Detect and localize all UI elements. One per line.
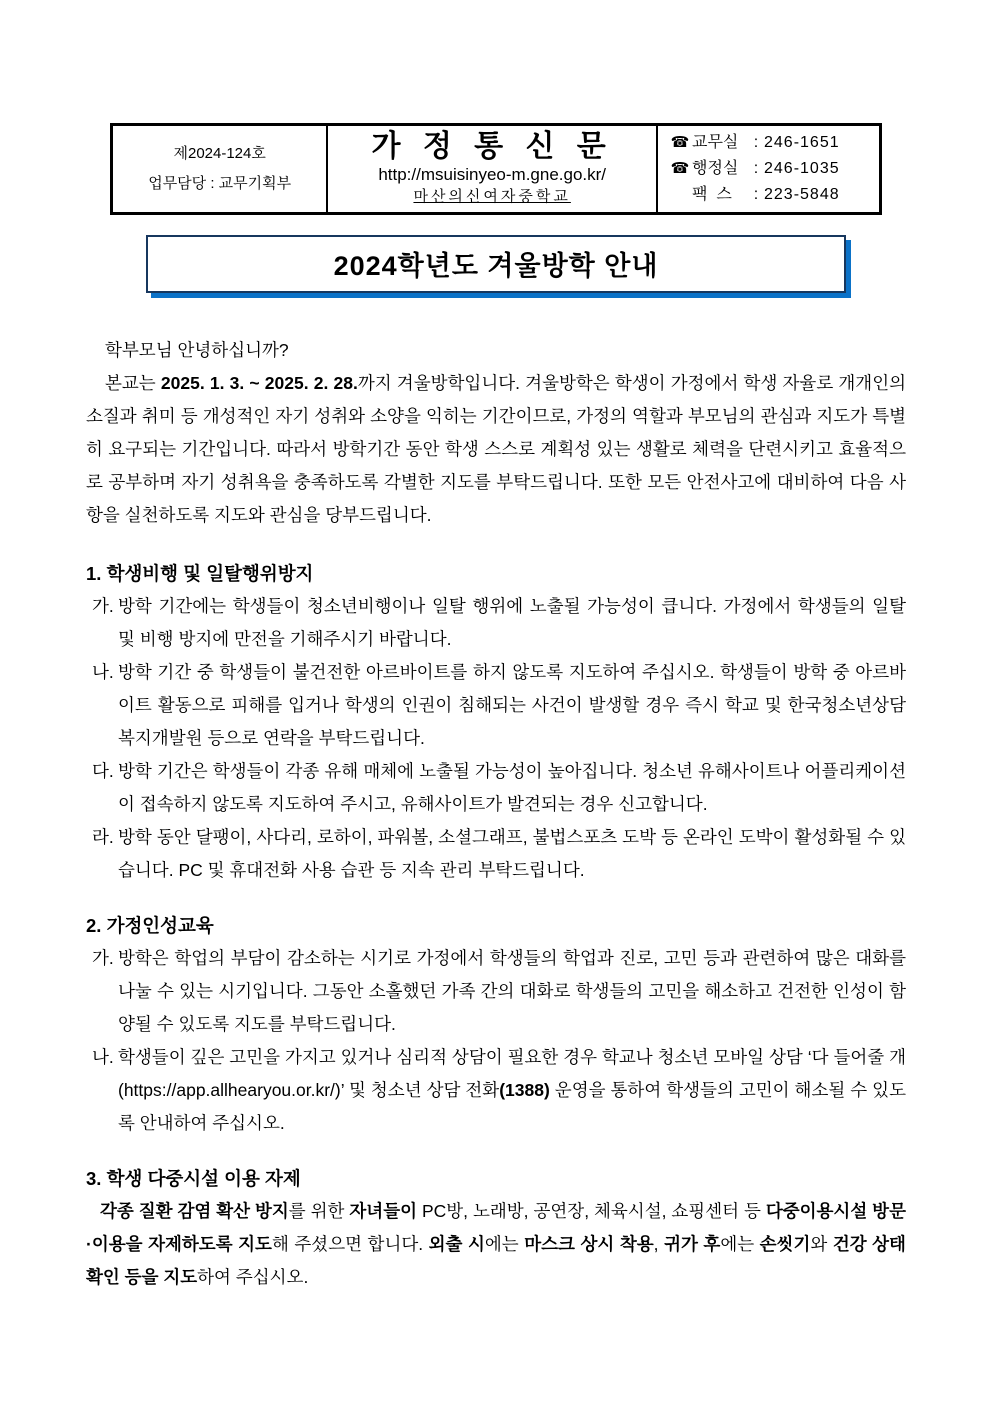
header-row <box>112 125 881 214</box>
school-name: 마산의신여자중학교 <box>413 187 571 205</box>
list-item <box>86 821 906 887</box>
intro-paragraph: 본교는 2025. 1. 3. ~ 2025. 2. 28.까지 겨울방학입니다. 겨울방학은 학생이 가정에서 학생 자율로 개개인의 소질과 취미 등 개성적인 자기 성취와 소양을 익히는 기간이므로, 가정의 역할과 부모님의 관심과 지도가 특별히 요구되는 기간입니다. 따라서 방학기간 동안 학생 스스로 계획성 있는 생활로 체력을 단련시키고 효율적으로 공부하며 자기 성취욕을 충족하도록 각별한 지도를 부탁드립니다. 또한 모든 안전사고에 대비하여 다음 사항을 실천하도록 지도와 관심을 당부드립니다. <box>86 373 907 525</box>
list-item <box>86 590 906 656</box>
item-text: 방학 기간에는 학생들이 청소년비행이나 일탈 행위에 노출될 가능성이 큽니다. 가정에서 학생들의 일탈 및 비행 방지에 만전을 기해주시기 바랍니다. <box>118 596 906 649</box>
item-text: 방학은 학업의 부담이 감소하는 시기로 가정에서 학생들의 학업과 진로, 고민 등과 관련하여 많은 대화를 나눌 수 있는 시기입니다. 그동안 소홀했던 가족 간의 대화로 학생들의 고민을 해소하고 건전한 인성이 함양될 수 있도록 지도를 부탁드립니다. <box>118 948 906 1034</box>
newsletter-title-cell <box>327 125 657 214</box>
contact-label: 교무실 <box>692 134 739 151</box>
item-label: 라. <box>92 827 114 847</box>
phone-icon: ☎ <box>670 134 690 151</box>
contact-separator: : <box>753 134 759 151</box>
item-text: 학생들이 깊은 고민을 가지고 있거나 심리적 상담이 필요한 경우 학교나 청소년 모바일 상담 ‘다 들어줄 개(https://app.allhearyou.or.kr/)’ 및 청소년 상담 전화(1388) 운영을 통하여 학생들의 고민이 해소될 수 있도록 안내하여 주십시오. <box>118 1047 906 1133</box>
contact-label: 행정실 <box>692 160 739 177</box>
list-item <box>86 1041 906 1140</box>
doc-number-cell <box>112 125 328 214</box>
header-table <box>110 123 882 215</box>
section-1-heading: 1. 학생비행 및 일탈행위방지 <box>86 563 314 584</box>
contact-separator: : <box>753 186 759 203</box>
contact-row-office <box>658 130 879 156</box>
section-2 <box>86 909 906 1140</box>
section-1 <box>86 557 906 887</box>
contact-label: 팩 스 <box>692 186 732 203</box>
contact-number: 246-1651 <box>764 134 840 151</box>
item-text: 방학 동안 달팽이, 사다리, 로하이, 파워볼, 소셜그래프, 불법스포츠 도박 등 온라인 도박이 활성화될 수 있습니다. PC 및 휴대전화 사용 습관 등 지속 관리 부탁드립니다. <box>118 827 906 880</box>
greeting-line: 학부모님 안녕하십니까? <box>105 340 289 360</box>
item-label: 나. <box>92 1047 114 1067</box>
contact-row-admin <box>658 156 879 182</box>
contact-row-fax <box>658 182 879 208</box>
item-text: 방학 기간 중 학생들이 불건전한 아르바이트를 하지 않도록 지도하여 주십시오. 학생들이 방학 중 아르바이트 활동으로 피해를 입거나 학생의 인권이 침해되는 사건이 발생할 경우 즉시 학교 및 한국청소년상담복지개발원 등으로 연락을 부탁드립니다. <box>118 662 906 748</box>
section-2-heading: 2. 가정인성교육 <box>86 915 214 936</box>
item-label: 가. <box>92 948 114 968</box>
contact-separator: : <box>753 160 759 177</box>
doc-number: 제2024-124호 <box>173 145 266 162</box>
section-3-paragraph: 각종 질환 감염 확산 방지를 위한 자녀들이 PC방, 노래방, 공연장, 체육시설, 쇼핑센터 등 다중이용시설 방문·이용을 자제하도록 지도해 주셨으면 합니다. 외출 시에는 마스크 상시 착용, 귀가 후에는 손씻기와 건강 상태 확인 등을 지도하여 주십시오. <box>86 1201 906 1287</box>
list-item <box>86 755 906 821</box>
list-item <box>86 656 906 755</box>
section-3-heading: 3. 학생 다중시설 이용 자제 <box>86 1168 301 1189</box>
notice-title: 2024학년도 겨울방학 안내 <box>333 251 659 281</box>
item-label: 가. <box>92 596 114 616</box>
item-label: 다. <box>92 761 114 781</box>
letter-body <box>86 334 906 1294</box>
school-url: http://msuisinyeo-m.gne.go.kr/ <box>378 164 607 184</box>
section-3 <box>86 1162 906 1294</box>
contact-number: 223-5848 <box>764 186 840 203</box>
doc-department: 업무담당 : 교무기획부 <box>148 175 292 192</box>
item-label: 나. <box>92 662 114 682</box>
contact-number: 246-1035 <box>764 160 840 177</box>
item-text: 방학 기간은 학생들이 각종 유해 매체에 노출될 가능성이 높아집니다. 청소년 유해사이트나 어플리케이션이 접속하지 않도록 지도하여 주시고, 유해사이트가 발견되는 경우 신고합니다. <box>118 761 906 814</box>
phone-icon: ☎ <box>670 160 690 177</box>
list-item <box>86 942 906 1041</box>
contact-cell <box>657 125 881 214</box>
notice-title-banner <box>146 235 846 293</box>
newsletter-title: 가 정 통 신 문 <box>371 129 613 163</box>
